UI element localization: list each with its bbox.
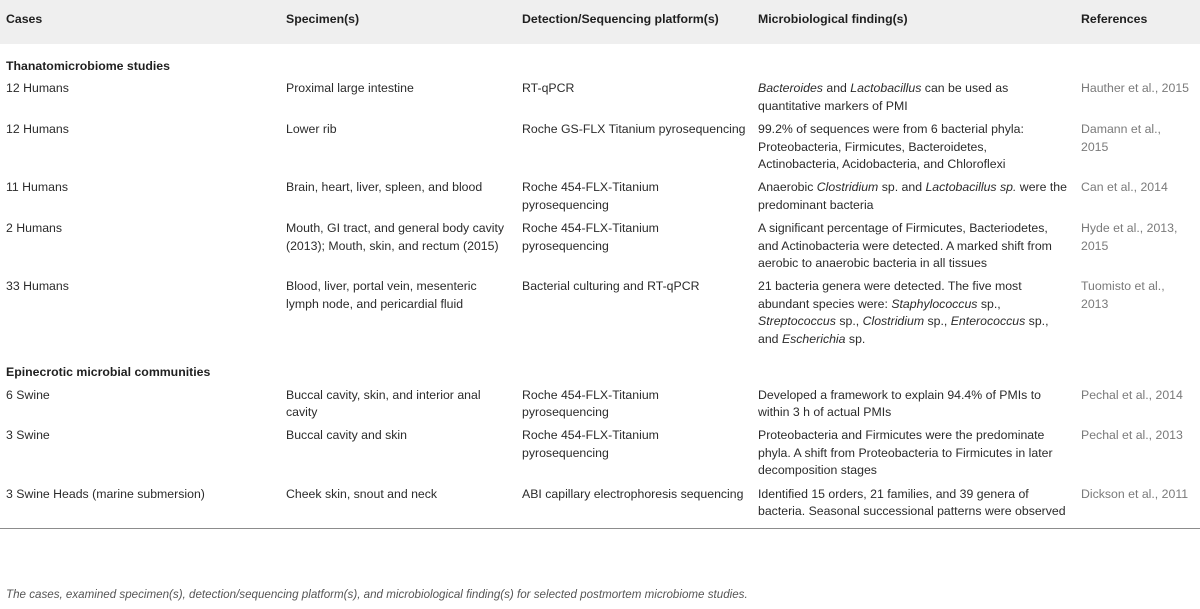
cell-specimens: Mouth, GI tract, and general body cavity (2013); Mouth, skin, and rectum (2015) (286, 221, 505, 253)
cell-findings: Proteobacteria and Firmicutes were the predominate phyla. A shift from Proteobacteria to Firmicutes in later decomposition stages (758, 428, 1053, 478)
cell-cases: 6 Swine (6, 387, 50, 402)
cell-specimens: Cheek skin, snout and neck (280, 482, 516, 529)
cell-specimens: Proximal large intestine (286, 81, 414, 96)
cell-findings: 21 bacteria genera were detected. The five most abundant species were: Staphylococcus sp., Streptococcus sp., Clostridium sp., Enterococcus sp., and Escherichia sp. (758, 279, 1049, 346)
cell-references: Pechal et al., 2013 (1081, 428, 1183, 443)
cell-cases: 3 Swine (6, 428, 50, 443)
cell-platform: Bacterial culturing and RT-qPCR (522, 279, 700, 294)
table-body (0, 44, 1200, 529)
cell-references: Can et al., 2014 (1081, 180, 1168, 195)
table-row (0, 216, 1200, 274)
header-row (0, 0, 1200, 44)
header-references: References (1081, 12, 1148, 26)
cell-cases: 33 Humans (6, 279, 69, 294)
cell-findings: Developed a framework to explain 94.4% of PMIs to within 3 h of actual PMIs (758, 387, 1041, 419)
cell-cases: 2 Humans (6, 221, 63, 236)
cell-platform: Roche 454-FLX-Titanium pyrosequencing (522, 180, 659, 212)
cell-references: Dickson et al., 2011 (1075, 482, 1200, 529)
cell-platform: ABI capillary electrophoresis sequencing (516, 482, 752, 529)
cell-findings: A significant percentage of Firmicutes, Bacteriodetes, and Actinobacteria were detected. A marked shift from aerobic to anaerobic bacteria in all tissues (758, 221, 1052, 271)
cell-references: Hauther et al., 2015 (1081, 81, 1190, 96)
section-row (0, 350, 1200, 382)
table-row (0, 383, 1200, 424)
header-cases: Cases (6, 12, 43, 26)
table-row (0, 482, 1200, 529)
cell-specimens: Blood, liver, portal vein, mesenteric lymph node, and pericardial fluid (286, 279, 477, 311)
table-row (0, 175, 1200, 216)
cell-platform: Roche 454-FLX-Titanium pyrosequencing (522, 428, 659, 460)
cell-references: Damann et al., 2015 (1081, 122, 1161, 154)
header-platform: Detection/Sequencing platform(s) (522, 12, 719, 26)
header-findings: Microbiological finding(s) (758, 12, 908, 26)
cell-cases: 12 Humans (6, 122, 69, 137)
cell-findings: 99.2% of sequences were from 6 bacterial phyla: Proteobacteria, Firmicutes, Bacteroidetes, Actinobacteria, Acidobacteria, and Chloroflexi (758, 122, 1024, 172)
table-row (0, 76, 1200, 117)
cell-specimens: Buccal cavity, skin, and interior anal cavity (286, 387, 481, 419)
cell-specimens: Buccal cavity and skin (286, 428, 407, 443)
cell-findings: Bacteroides and Lactobacillus can be used as quantitative markers of PMI (758, 81, 1009, 113)
section-title: Epinecrotic microbial communities (6, 365, 211, 380)
cell-references: Tuomisto et al., 2013 (1081, 279, 1165, 311)
cell-platform: Roche 454-FLX-Titanium pyrosequencing (522, 221, 659, 253)
header-specimens: Specimen(s) (286, 12, 360, 26)
cell-platform: Roche GS-FLX Titanium pyrosequencing (522, 122, 746, 137)
table-row (0, 423, 1200, 481)
section-title: Thanatomicrobiome studies (6, 59, 170, 73)
cell-findings: Identified 15 orders, 21 families, and 39 genera of bacteria. Seasonal successional patterns were observed (752, 482, 1075, 529)
cell-cases: 11 Humans (6, 180, 68, 195)
cell-cases: 3 Swine Heads (marine submersion) (0, 482, 280, 529)
table-caption: The cases, examined specimen(s), detection/sequencing platform(s), and microbiological finding(s) for selected postmortem microbiome studies. (6, 588, 748, 601)
cell-platform: RT-qPCR (522, 81, 575, 96)
cell-platform: Roche 454-FLX-Titanium pyrosequencing (522, 387, 659, 419)
table-row (0, 274, 1200, 350)
cell-specimens: Lower rib (286, 122, 337, 137)
table-row (0, 117, 1200, 175)
cell-references: Hyde et al., 2013, 2015 (1081, 221, 1178, 253)
section-row (0, 44, 1200, 76)
cell-cases: 12 Humans (6, 81, 69, 96)
table-header (0, 0, 1200, 44)
cell-specimens: Brain, heart, liver, spleen, and blood (286, 180, 483, 195)
cell-references: Pechal et al., 2014 (1081, 387, 1183, 402)
cell-findings: Anaerobic Clostridium sp. and Lactobacillus sp. were the predominant bacteria (758, 180, 1067, 212)
